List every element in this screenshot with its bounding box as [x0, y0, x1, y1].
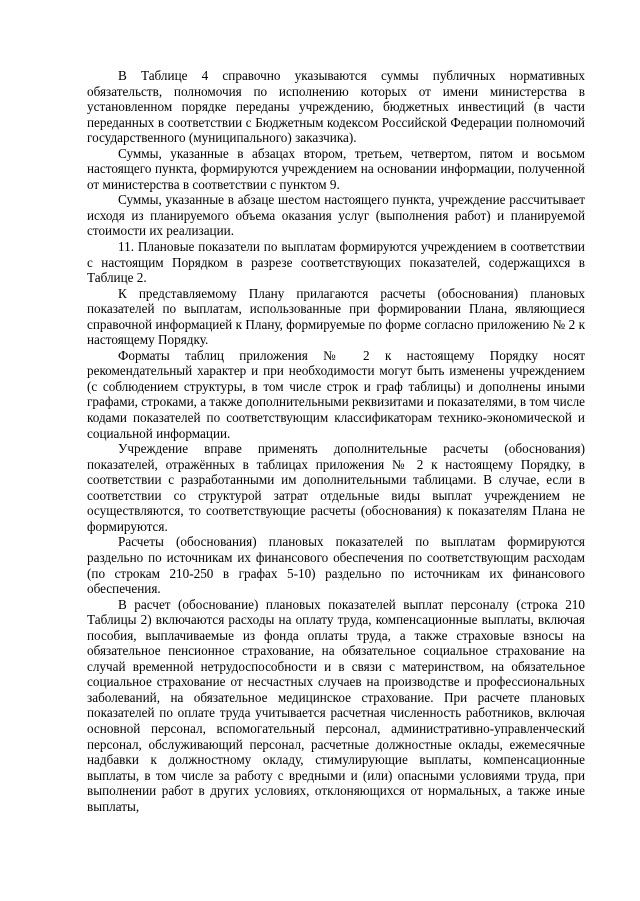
- paragraph-table4-info: В Таблице 4 справочно указываются суммы публичных нормативных обязательств, полномочия по исполнению которых от имени министерства в установленном порядке переданы учреждению, бюджетных инвестиций (в части переданных в соответствии с Бюджетным кодексом Российской Федерации полномочий государственного (муниципального) заказчика).: [87, 68, 585, 146]
- paragraph-additional-calculations: Учреждение вправе применять дополнительные расчеты (обоснования) показателей, отражённых в таблицах приложения № 2 к настоящему Порядку, в соответствии с разработанными им дополнительными таблицами. В случае, если в соответствии со структурой затрат отдельные виды выплат учреждением не осуществляются, то соответствующие расчеты (обоснования) к показателям Плана не формируются.: [87, 441, 585, 534]
- paragraph-funding-sources: Расчеты (обоснования) плановых показателей по выплатам формируются раздельно по источникам их финансового обеспечения по соответствующим расходам (по строкам 210-250 в графах 5-10) раздельно по источникам их финансового обеспечения.: [87, 534, 585, 597]
- paragraph-attached-calculations: К представляемому Плану прилагаются расчеты (обоснования) плановых показателей по выплатам, использованные при формировании Плана, являющиеся справочной информацией к Плану, формируемые по форме согласно приложению № 2 к настоящему Порядку.: [87, 285, 585, 348]
- paragraph-sums-calculation: Суммы, указанные в абзаце шестом настоящего пункта, учреждение рассчитывает исходя из планируемого объема оказания услуг (выполнения работ) и планируемой стоимости их реализации.: [87, 192, 585, 239]
- paragraph-table-formats: Форматы таблиц приложения № 2 к настоящему Порядку носят рекомендательный характер и при необходимости могут быть изменены учреждением (с соблюдением структуры, в том числе строк и граф таблицы) и дополнены иными графами, строками, а также дополнительными реквизитами и показателями, в том числе кодами показателей по соответствующим классификаторам технико-экономической и социальной информации.: [87, 347, 586, 441]
- paragraph-item-11: 11. Плановые показатели по выплатам формируются учреждением в соответствии с настоящим Порядком в разрезе соответствующих показателей, содержащихся в Таблице 2.: [87, 239, 585, 286]
- paragraph-sums-source: Суммы, указанные в абзацах втором, третьем, четвертом, пятом и восьмом настоящего пункта, формируются учреждением на основании информации, полученной от министерства в соответствии с пунктом 9.: [87, 145, 585, 192]
- paragraph-personnel-payments: В расчет (обоснование) плановых показателей выплат персоналу (строка 210 Таблицы 2) включаются расходы на оплату труда, компенсационные выплаты, включая пособия, выплачиваемые из фонда оплаты труда, а также страховые взносы на обязательное пенсионное страхование, на обязательное социальное страхование на случай временной нетрудоспособности и в связи с материнством, на обязательное социальное страхование от несчастных случаев на производстве и профессиональных заболеваний, на обязательное медицинское страхование. При расчете плановых показателей по оплате труда учитывается расчетная численность работников, включая основной персонал, вспомогательный персонал, административно-управленческий персонал, обслуживающий персонал, расчетные должностные оклады, ежемесячные надбавки к должностному окладу, стимулирующие выплаты, компенсационные выплаты, в том числе за работу с вредными и (или) опасными условиями труда, при выполнении работ в других условиях, отклоняющихся от нормальных, а также иные выплаты,: [87, 596, 585, 814]
